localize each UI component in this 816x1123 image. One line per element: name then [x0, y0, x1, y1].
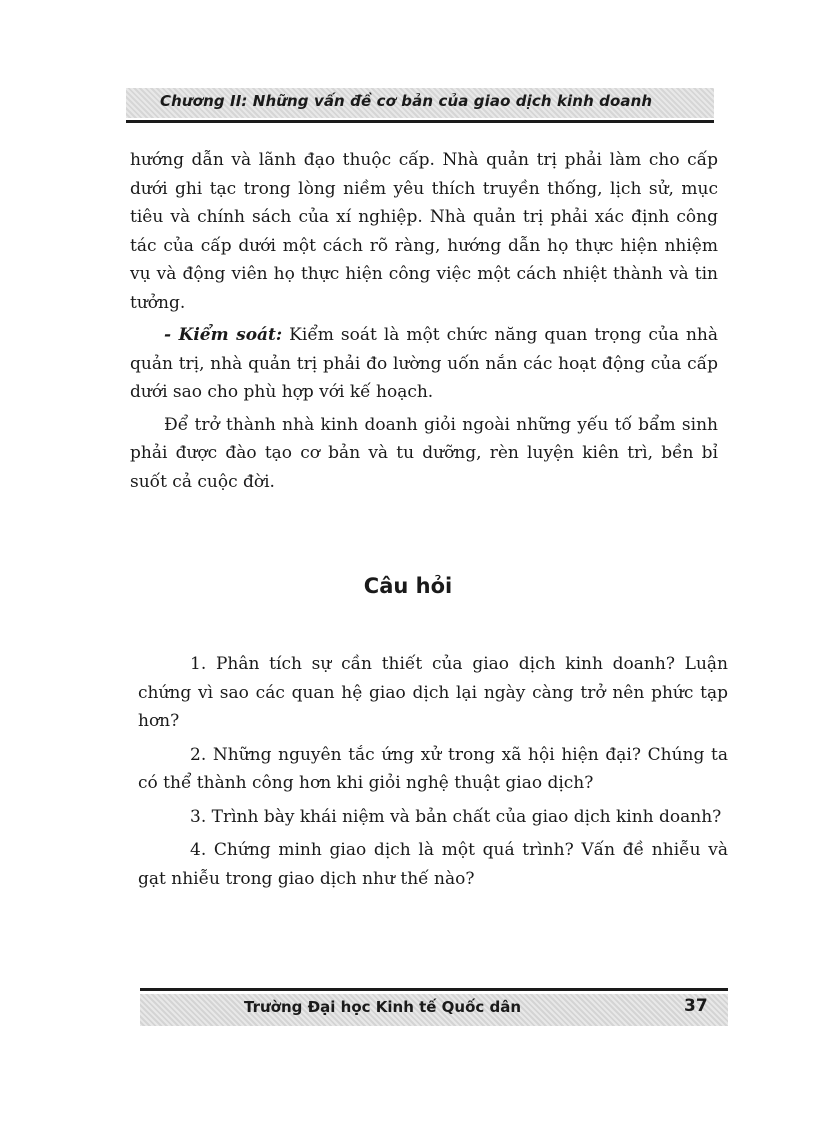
question-item: 4. Chứng minh giao dịch là một quá trình? Vấn đề nhiễu và gạt nhiễu trong giao dịch như thế nào?: [138, 840, 728, 889]
header-rule: [126, 120, 714, 123]
body-paragraph-control: [130, 321, 718, 407]
question-item: 2. Những nguyên tắc ứng xử trong xã hội hiện đại? Chúng ta có thể thành công hơn khi giỏi nghệ thuật giao dịch?: [138, 744, 728, 793]
question-item: 3. Trình bày khái niệm và bản chất của giao dịch kinh doanh?: [190, 806, 722, 827]
question-item: 1. Phân tích sự cần thiết của giao dịch kinh doanh? Luận chứng vì sao các quan hệ giao dịch lại ngày càng trở nên phức tạp hơn?: [138, 654, 728, 731]
page-number: 37: [684, 996, 708, 1016]
keyword-control: - Kiểm soát:: [164, 325, 283, 345]
questions-list: [138, 650, 728, 898]
control-description: Kiểm soát là một chức năng quan trọng của nhà quản trị, nhà quản trị phải đo lường uốn nắn các hoạt động của cấp dưới sao cho phù hợp với kế hoạch.: [130, 325, 719, 402]
body-paragraph: Để trở thành nhà kinh doanh giỏi ngoài những yếu tố bẩm sinh phải được đào tạo cơ bản và tu dưỡng, rèn luyện kiên trì, bền bỉ suốt cả cuộc đời.: [130, 414, 718, 492]
footer-rule: [140, 988, 728, 991]
body-text: [130, 146, 718, 500]
body-paragraph: hướng dẫn và lãnh đạo thuộc cấp. Nhà quản trị phải làm cho cấp dưới ghi tạc trong lòng niềm yêu thích truyền thống, lịch sử, mục tiêu và chính sách của xí nghiệp. Nhà quản trị phải xác định công tác của cấp dưới một cách rõ ràng, hướng dẫn họ thực hiện nhiệm vụ và động viên họ thực hiện công việc một cách nhiệt thành và tin tưởng.: [130, 150, 718, 313]
footer-institution-title: Trường Đại học Kinh tế Quốc dân: [244, 998, 522, 1016]
questions-heading: Câu hỏi: [363, 574, 453, 598]
chapter-header-title: Chương II: Những vấn đề cơ bản của giao dịch kinh doanh: [160, 92, 653, 110]
